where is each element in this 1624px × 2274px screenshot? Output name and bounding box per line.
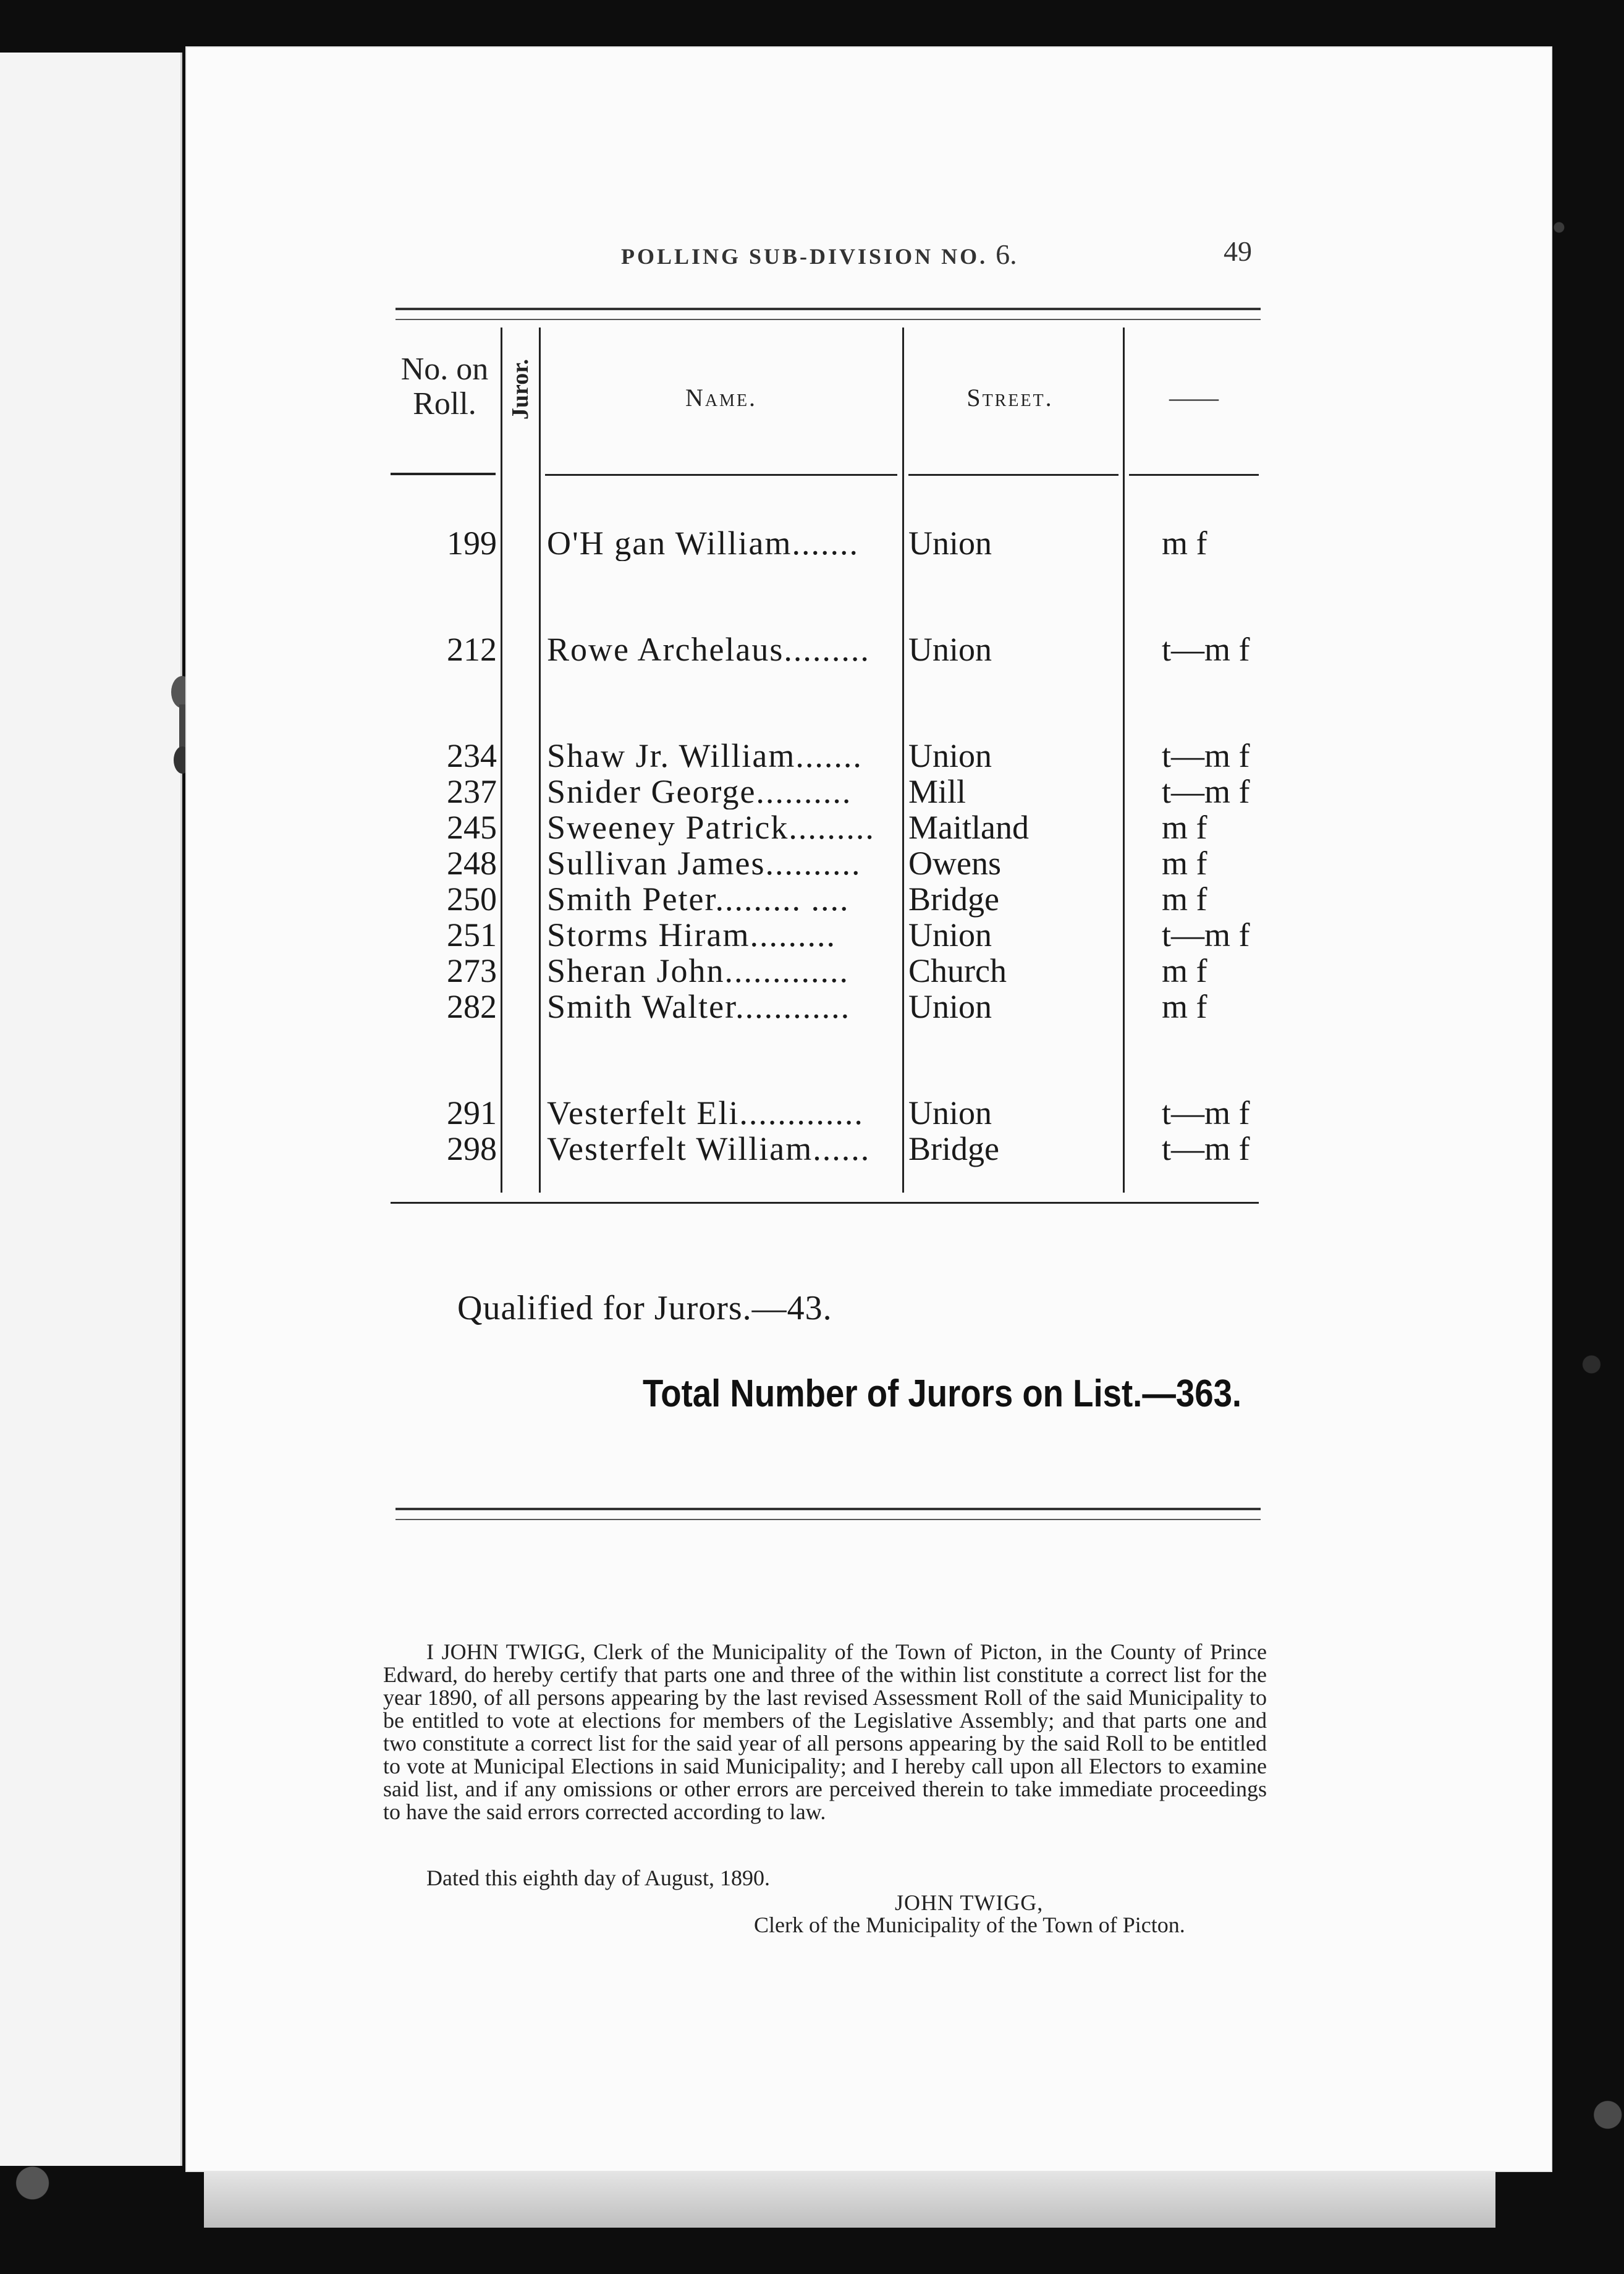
running-head-title: POLLING SUB-DIVISION <box>621 244 934 269</box>
total-jurors-line: Total Number of Jurors on List.—363. <box>643 1372 1242 1415</box>
street-name: Maitland <box>908 809 1029 846</box>
table-row <box>391 917 1262 953</box>
table-bottom-rule <box>391 1202 1259 1204</box>
juror-name: Snider George.......... <box>547 774 852 809</box>
juror-name: Vesterfelt William...... <box>547 1131 871 1167</box>
table-row <box>391 632 1262 667</box>
table-row <box>391 774 1262 809</box>
roll-number: 291 <box>447 1094 497 1131</box>
header-underline <box>391 473 496 475</box>
header-extra: —— <box>1169 384 1219 412</box>
table-row <box>391 1095 1262 1131</box>
qualified-jurors-line: Qualified for Jurors.—43. <box>457 1289 832 1327</box>
street-name: Union <box>908 988 992 1025</box>
header-street: Street. <box>966 384 1054 412</box>
table-row <box>391 1131 1262 1167</box>
juror-name: Storms Hiram......... <box>547 917 836 953</box>
qualification-code: m f <box>1162 988 1207 1025</box>
qualification-code: m f <box>1162 809 1207 846</box>
table-row <box>391 738 1262 774</box>
table-row <box>391 809 1262 845</box>
signature-name: JOHN TWIGG, <box>895 1890 1044 1915</box>
roll-number: 298 <box>447 1130 497 1167</box>
street-name: Union <box>908 525 992 562</box>
street-name: Owens <box>908 845 1001 882</box>
facing-page-edge <box>0 53 182 2166</box>
qualification-code: t—m f <box>1162 916 1250 953</box>
street-name: Union <box>908 737 992 774</box>
header-roll: No. on Roll. <box>400 352 489 421</box>
table-row <box>391 845 1262 881</box>
page-number: 49 <box>1224 235 1252 267</box>
header-juror <box>502 328 539 451</box>
street-name: Bridge <box>908 1130 999 1167</box>
qualification-code: m f <box>1162 845 1207 882</box>
qualification-code: m f <box>1162 952 1207 989</box>
street-name: Union <box>908 916 992 953</box>
juror-table <box>391 315 1262 1205</box>
juror-name: Sweeney Patrick......... <box>547 809 875 845</box>
juror-name: Smith Walter............ <box>547 989 851 1025</box>
juror-name: Rowe Archelaus......... <box>547 632 870 667</box>
qualification-code: m f <box>1162 881 1207 918</box>
juror-name: Shaw Jr. William....... <box>547 738 863 774</box>
roll-number: 250 <box>447 881 497 918</box>
qualification-code: t—m f <box>1162 1094 1250 1131</box>
qualification-code: t—m f <box>1162 631 1250 668</box>
page-bottom-edge <box>204 2166 1495 2228</box>
section-rule <box>395 1508 1261 1520</box>
qualification-code: m f <box>1162 525 1207 562</box>
juror-name: Sullivan James.......... <box>547 845 861 881</box>
roll-number: 199 <box>447 525 497 562</box>
header-name: Name. <box>685 384 758 412</box>
juror-name: Smith Peter......... .... <box>547 881 850 917</box>
running-head <box>621 238 1041 271</box>
table-row <box>391 953 1262 989</box>
table-row <box>391 881 1262 917</box>
header-underline <box>545 474 897 476</box>
certificate-body: I JOHN TWIGG, Clerk of the Municipality of the Town of Picton, in the County of Prince Edward, do hereby certify that parts one and three of the within list constitute a correct list for the year 1890, of all persons appearing by the last revised Assessment Roll of the said Municipality to be entitled to vote at elections for members of the Legislative Assembly; and that parts one and two constitute a correct list for the said year of all persons appearing by the said Roll to be entitled to vote at Municipal Elections in said Municipality; and I hereby call upon all Electors to examine said list, and if any omissions or other errors are perceived therein to take immediate proceedings to have the said errors corrected according to law. <box>383 1639 1267 1824</box>
table-row <box>391 989 1262 1025</box>
qualification-code: t—m f <box>1162 773 1250 810</box>
header-juror-label: Juror. <box>507 358 533 420</box>
header-underline <box>1129 474 1259 476</box>
juror-name: Vesterfelt Eli............. <box>547 1095 864 1131</box>
street-name: Mill <box>908 773 966 810</box>
roll-number: 273 <box>447 952 497 989</box>
street-name: Church <box>908 952 1007 989</box>
qualification-code: t—m f <box>1162 737 1250 774</box>
division-number: 6. <box>996 239 1017 270</box>
roll-number: 251 <box>447 916 497 953</box>
header-underline <box>908 474 1119 476</box>
street-name: Bridge <box>908 881 999 918</box>
qualification-code: t—m f <box>1162 1130 1250 1167</box>
roll-number: 282 <box>447 988 497 1025</box>
certificate-date: Dated this eighth day of August, 1890. <box>426 1866 770 1890</box>
street-name: Union <box>908 1094 992 1131</box>
roll-number: 248 <box>447 845 497 882</box>
roll-number: 212 <box>447 631 497 668</box>
street-name: Union <box>908 631 992 668</box>
signature-title: Clerk of the Municipality of the Town of Picton. <box>754 1913 1185 1937</box>
running-head-no-label: NO. <box>941 244 988 269</box>
roll-number: 234 <box>447 737 497 774</box>
roll-number: 245 <box>447 809 497 846</box>
clerk-certificate <box>383 1641 1267 1824</box>
table-row <box>391 525 1262 561</box>
juror-name: O'H gan William....... <box>547 525 860 561</box>
juror-name: Sheran John............. <box>547 953 849 989</box>
roll-number: 237 <box>447 773 497 810</box>
